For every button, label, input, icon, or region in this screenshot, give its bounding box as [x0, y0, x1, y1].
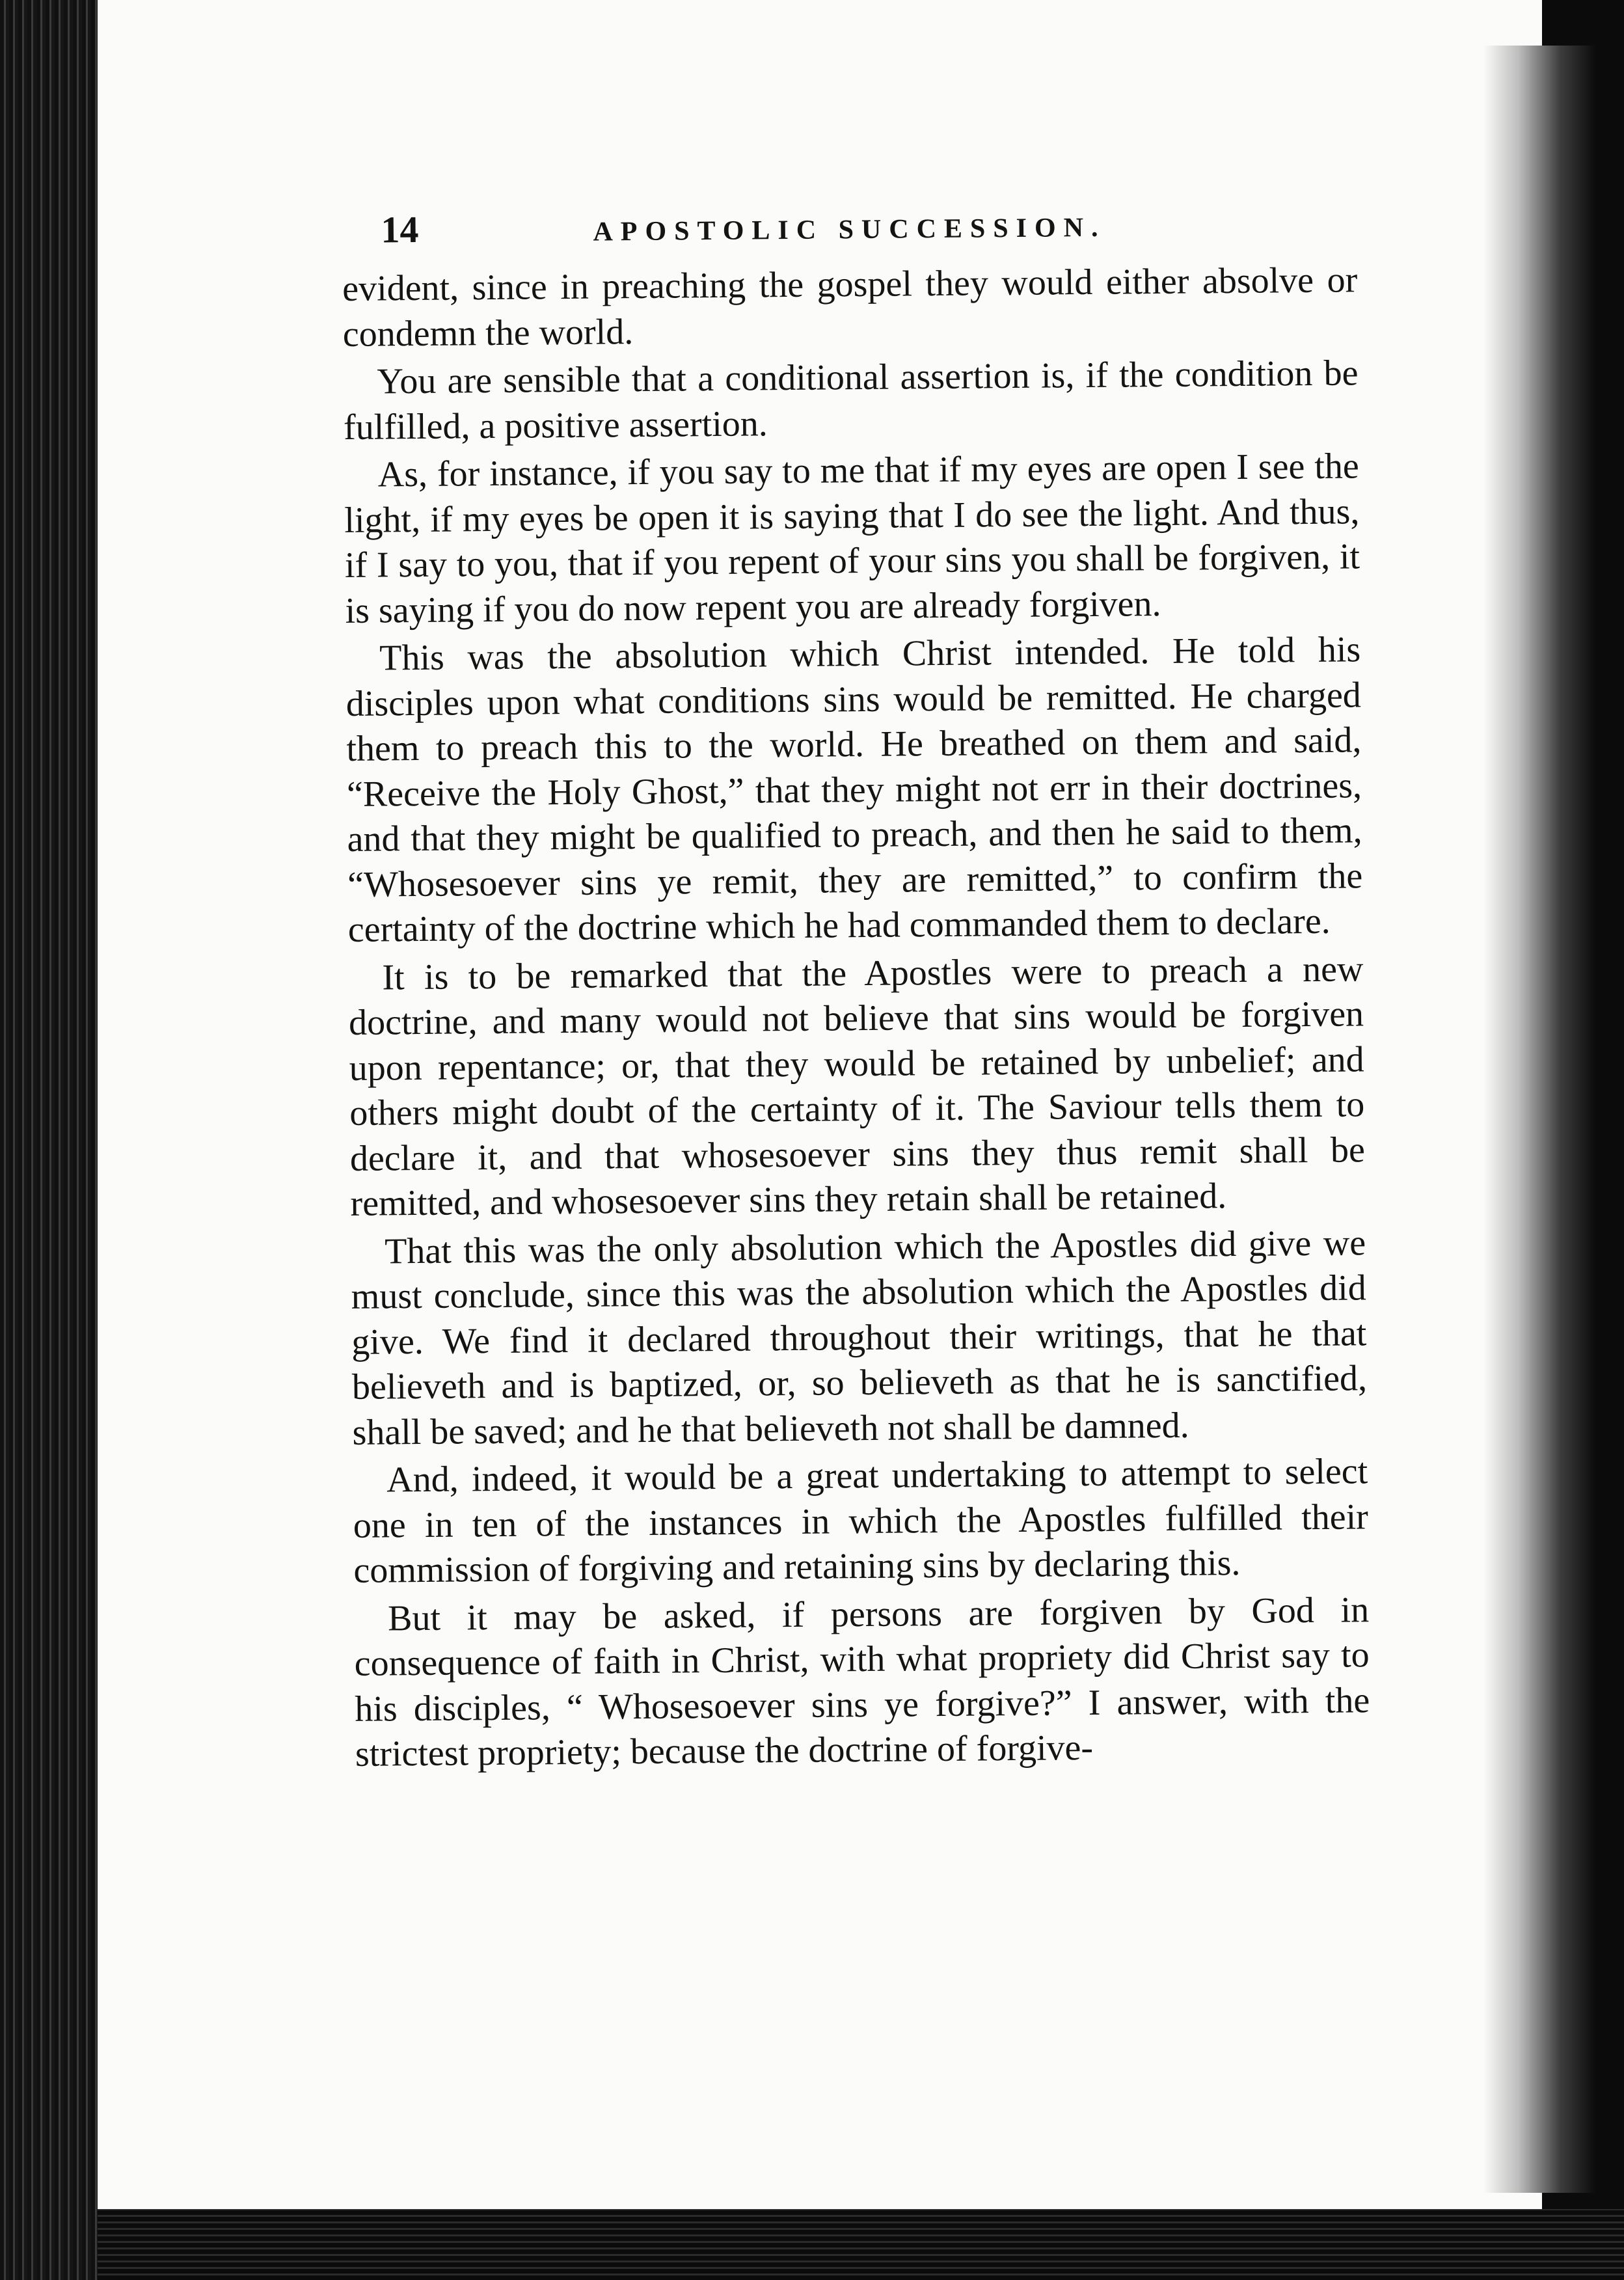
page-number: 14: [381, 208, 419, 251]
paragraph: That this was the only absolution which the Apostles did give we must conclude, since this was the absolution which the Apostles did give. We find it declared throughout their writings, that he that believeth and is baptized, or, so believeth as that he is sanctified, shall be saved; and he that believeth not shall be damned.: [351, 1222, 1368, 1453]
paragraph: It is to be remarked that the Apostles were to preach a new doctrine, and many would not believe that sins would be forgiven upon repentance; or, that they would be retained by unbelief; and others might doubt of the certainty of it. The Saviour tells them to declare it, and that whosesoever sins they thus remit shall be remitted, and whosesoever sins they retain shall be retained.: [348, 948, 1366, 1224]
paragraph: As, for instance, if you say to me that if my eyes are open I see the light, if my eyes be open it is saying that I do see the light. And thus, if I say to you, that if you repent of your sins you shall be forgiven, it is saying if you do now repent you are already forgiven.: [344, 446, 1360, 631]
running-head: [342, 186, 1357, 267]
paragraph: You are sensible that a conditional assertion is, if the condition be fulfilled, a positive assertion.: [343, 353, 1359, 448]
paragraph: But it may be asked, if persons are forgiven by God in consequence of faith in Christ, with what propriety did Christ say to his disciples, “ Whosesoever sins ye forgive?” I answer, with the strictest propriety; because the doctrine of forgive-: [354, 1589, 1370, 1774]
paragraph: evident, since in preaching the gospel they would either absolve or condemn the world.: [342, 260, 1358, 355]
book-gutter-edge: [0, 0, 98, 2280]
page-text: [342, 186, 1370, 1777]
scan-bottom-border: [98, 2209, 1624, 2280]
paragraph: This was the absolution which Christ intended. He told his disciples upon what conditions sins would be remitted. He charged them to preach this to the world. He breathed on them and said, “Receive the Holy Ghost,” that they might not err in their doctrines, and that they might be qualified to preach, and then he said to them, “Whosesoever sins ye remit, they are remitted,” to confirm the certainty of the doctrine which he had commanded them to declare.: [345, 629, 1363, 950]
running-title: APOSTOLIC SUCCESSION.: [593, 212, 1106, 247]
paragraph: And, indeed, it would be a great undertaking to attempt to select one in ten of the instances in which the Apostles fulfilled their commission of forgiving and retaining sins by declaring this.: [353, 1451, 1369, 1591]
page-edge-shadow: [1483, 46, 1624, 2193]
